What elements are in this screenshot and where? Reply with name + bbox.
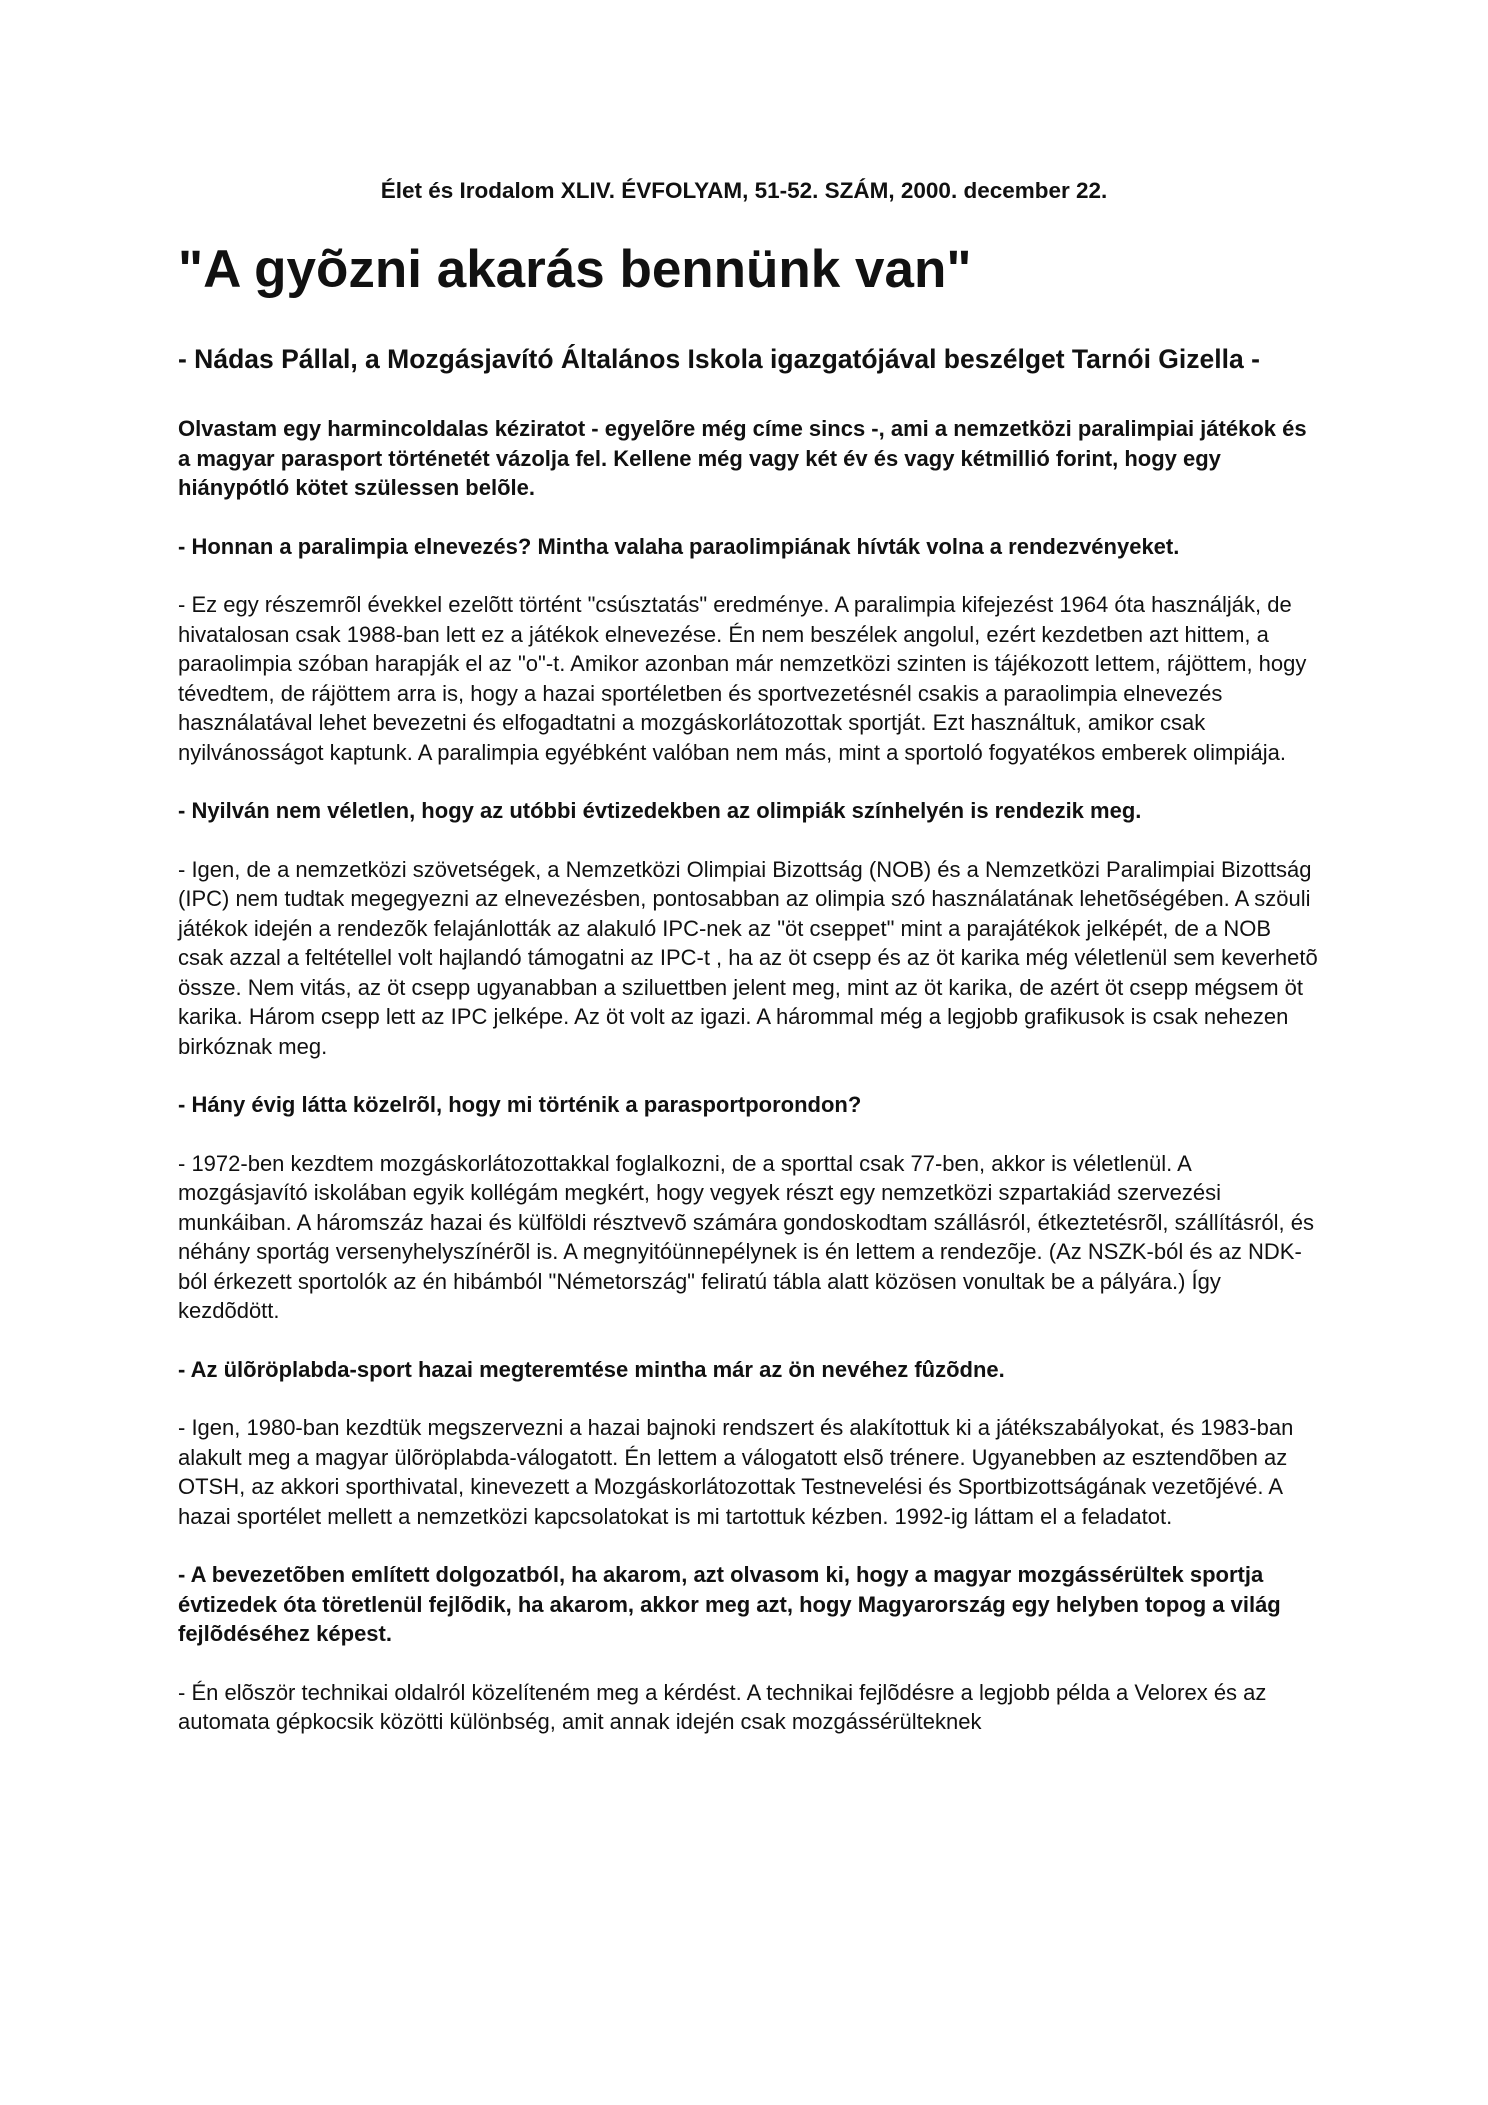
publication-header: Élet és Irodalom XLIV. ÉVFOLYAM, 51-52. SZÁM, 2000. december 22.	[380, 178, 1108, 203]
interview-answer: - Igen, 1980-ban kezdtük megszervezni a hazai bajnoki rendszert és alakítottuk ki a játékszabályokat, és 1983-ban alakult meg a magyar ülõröplabda-válogatott. Én lettem a válogatott elsõ trénere. Ugyanebben az esztendõben az OTSH, az akkori sporthivatal, kinevezett a Mozgáskorlátozottak Testnevelési és Sportbizottságának vezetõjévé. A hazai sportélet mellett a nemzetközi kapcsolatokat is mi tartottuk kézben. 1992-ig láttam el a feladatot.	[178, 1415, 1294, 1529]
article-title: "A gyõzni akarás bennünk van"	[178, 240, 972, 299]
interview-question: - Az ülõröplabda-sport hazai megteremtése mintha már az ön nevéhez fûzõdne.	[178, 1356, 1005, 1382]
interview-answer: - Ez egy részemrõl évekkel ezelõtt történt "csúsztatás" eredménye. A paralimpia kifejezést 1964 óta használják, de hivatalosan csak 1988-ban lett ez a játékok elnevezése. Én nem beszélek angolul, ezért kezdetben azt hittem, a paraolimpia szóban harapják el az "o"-t. Amikor azonban már nemzetközi szinten is tájékozott lettem, rájöttem, hogy tévedtem, de rájöttem arra is, hogy a hazai sportéletben és sportvezetésnél csakis a paraolimpia elnevezés használatával lehet bevezetni és elfogadtatni a mozgáskorlátozottak sportját. Ezt használtuk, amikor csak nyilvánosságot kaptunk. A paralimpia egyébként valóban nem más, mint a sportoló fogyatékos emberek olimpiája.	[178, 592, 1307, 765]
article-lead: Olvastam egy harmincoldalas kéziratot - egyelõre még címe sincs -, ami a nemzetközi paralimpiai játékok és a magyar parasport történetét vázolja fel. Kellene még vagy két év és vagy kétmillió forint, hogy egy hiánypótló kötet szülessen belõle.	[178, 416, 1307, 500]
interview-question: - Honnan a paralimpia elnevezés? Mintha valaha paraolimpiának hívták volna a rendezvényeket.	[178, 533, 1180, 559]
interview-question: - Nyilván nem véletlen, hogy az utóbbi évtizedekben az olimpiák színhelyén is rendezik meg.	[178, 798, 1142, 823]
interview-answer: - 1972-ben kezdtem mozgáskorlátozottakkal foglalkozni, de a sporttal csak 77-ben, akkor is véletlenül. A mozgásjavító iskolában egyik kollégám megkért, hogy vegyek részt egy nemzetközi szpartakiád szervezési munkáiban. A háromszáz hazai és külföldi résztvevõ számára gondoskodtam szállásról, étkeztetésrõl, szállításról, és néhány sportág versenyhelyszínérõl is. A megnyitóünnepélynek is én lettem a rendezõje. (Az NSZK-ból és az NDK-ból érkezett sportolók az én hibámból "Németország" feliratú tábla alatt közösen vonultak be a pályára.) Így kezdõdött.	[178, 1150, 1314, 1323]
article	[178, 238, 1318, 1737]
article-subtitle: - Nádas Pállal, a Mozgásjavító Általános Iskola igazgatójával beszélget Tarnói Gizella -	[178, 344, 1260, 374]
interview-question: - Hány évig látta közelrõl, hogy mi történik a parasportporondon?	[178, 1092, 862, 1117]
interview-answer: - Igen, de a nemzetközi szövetségek, a Nemzetközi Olimpiai Bizottság (NOB) és a Nemzetközi Paralimpiai Bizottság (IPC) nem tudtak megegyezni az elnevezésben, pontosabban az olimpia szó használatának lehetõségében. A szöuli játékok idején a rendezõk felajánlották az alakuló IPC-nek az "öt cseppet" mint a parajátékok jelképét, de a NOB csak azzal a feltétellel volt hajlandó támogatni az IPC-t , ha az öt csepp és az öt karika még véletlenül sem keverhetõ össze. Nem vitás, az öt csepp ugyanabban a sziluettben jelent meg, mint az öt karika, de azért öt csepp mégsem öt karika. Három csepp lett az IPC jelképe. Az öt volt az igazi. A hárommal még a legjobb grafikusok is csak nehezen birkóznak meg.	[178, 856, 1318, 1059]
interview-answer: - Én elõször technikai oldalról közelíteném meg a kérdést. A technikai fejlõdésre a legjobb példa a Velorex és az automata gépkocsik közötti különbség, amit annak idején csak mozgássérülteknek	[178, 1679, 1267, 1734]
interview-question: - A bevezetõben említett dolgozatból, ha akarom, azt olvasom ki, hogy a magyar mozgássérültek sportja évtizedek óta töretlenül fejlõdik, ha akarom, akkor meg azt, hogy Magyarország egy helyben topog a világ fejlõdéséhez képest.	[178, 1562, 1281, 1646]
